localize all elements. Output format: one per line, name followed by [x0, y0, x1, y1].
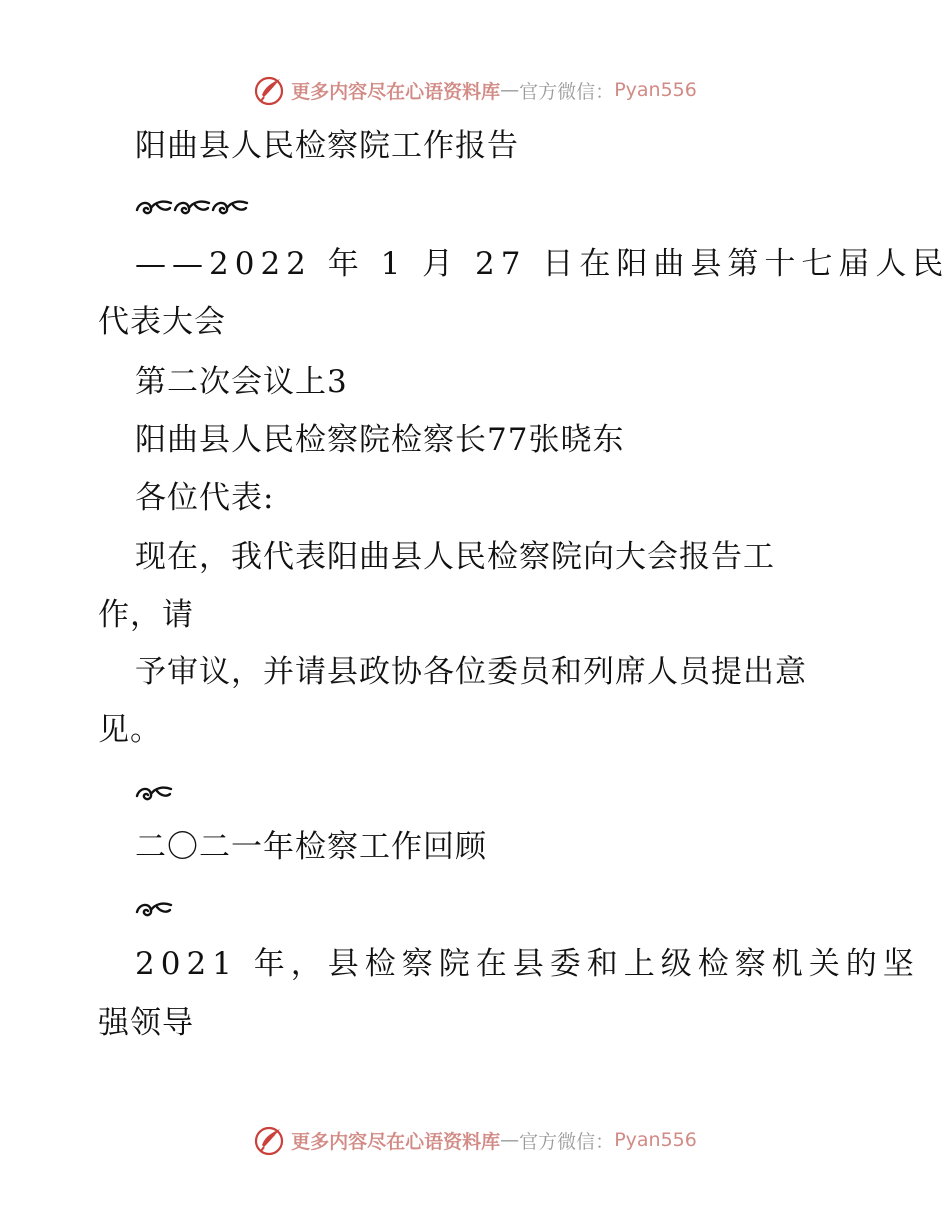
ornament-row-triple: [135, 192, 249, 222]
paragraph-3-line-2: 强领导: [98, 1005, 194, 1041]
paragraph-2-line-1: 予审议，并请县政协各位委员和列席人员提出意: [135, 654, 807, 690]
salutation: 各位代表:: [135, 480, 275, 516]
banner-wechat-id: Pyan556: [614, 1129, 697, 1151]
swirl-ornament-icon: [135, 196, 173, 218]
swirl-ornament-icon: [135, 782, 173, 804]
banner-official-label: 官方微信：: [519, 1130, 615, 1153]
ornament-row-single-2: [135, 894, 173, 924]
paragraph-1-line-1: 现在，我代表阳曲县人民检察院向大会报告工: [135, 539, 775, 575]
session-line: 第二次会议上3: [135, 364, 348, 400]
subtitle-line-2: 代表大会: [98, 304, 226, 340]
ornament-row-single-1: [135, 778, 173, 808]
swirl-ornament-icon: [135, 898, 173, 920]
footer-banner: [0, 1120, 950, 1160]
banner-main-text: 更多内容尽在心语资料库: [291, 1130, 501, 1153]
banner-wechat-id: Pyan556: [614, 79, 697, 101]
subtitle-line-1: ——2022 年 1 月 27 日在阳曲县第十七届人民: [135, 246, 950, 282]
swirl-ornament-icon: [173, 196, 211, 218]
section-heading: 二〇二一年检察工作回顾: [135, 829, 487, 865]
banner-main-text: 更多内容尽在心语资料库: [291, 80, 501, 103]
author-line: 阳曲县人民检察院检察长77张晓东: [135, 422, 625, 458]
banner-official-label: 官方微信：: [519, 80, 615, 103]
swirl-ornament-icon: [211, 196, 249, 218]
banner-separator: —: [500, 79, 520, 101]
quill-logo-icon: [253, 1123, 287, 1157]
paragraph-2-line-2: 见。: [98, 712, 162, 748]
paragraph-1-line-2: 作，请: [98, 597, 194, 633]
paragraph-3-line-1: 2021 年，县检察院在县委和上级检察机关的坚: [135, 946, 920, 982]
document-title: 阳曲县人民检察院工作报告: [135, 128, 519, 164]
banner-separator: —: [500, 1129, 520, 1151]
